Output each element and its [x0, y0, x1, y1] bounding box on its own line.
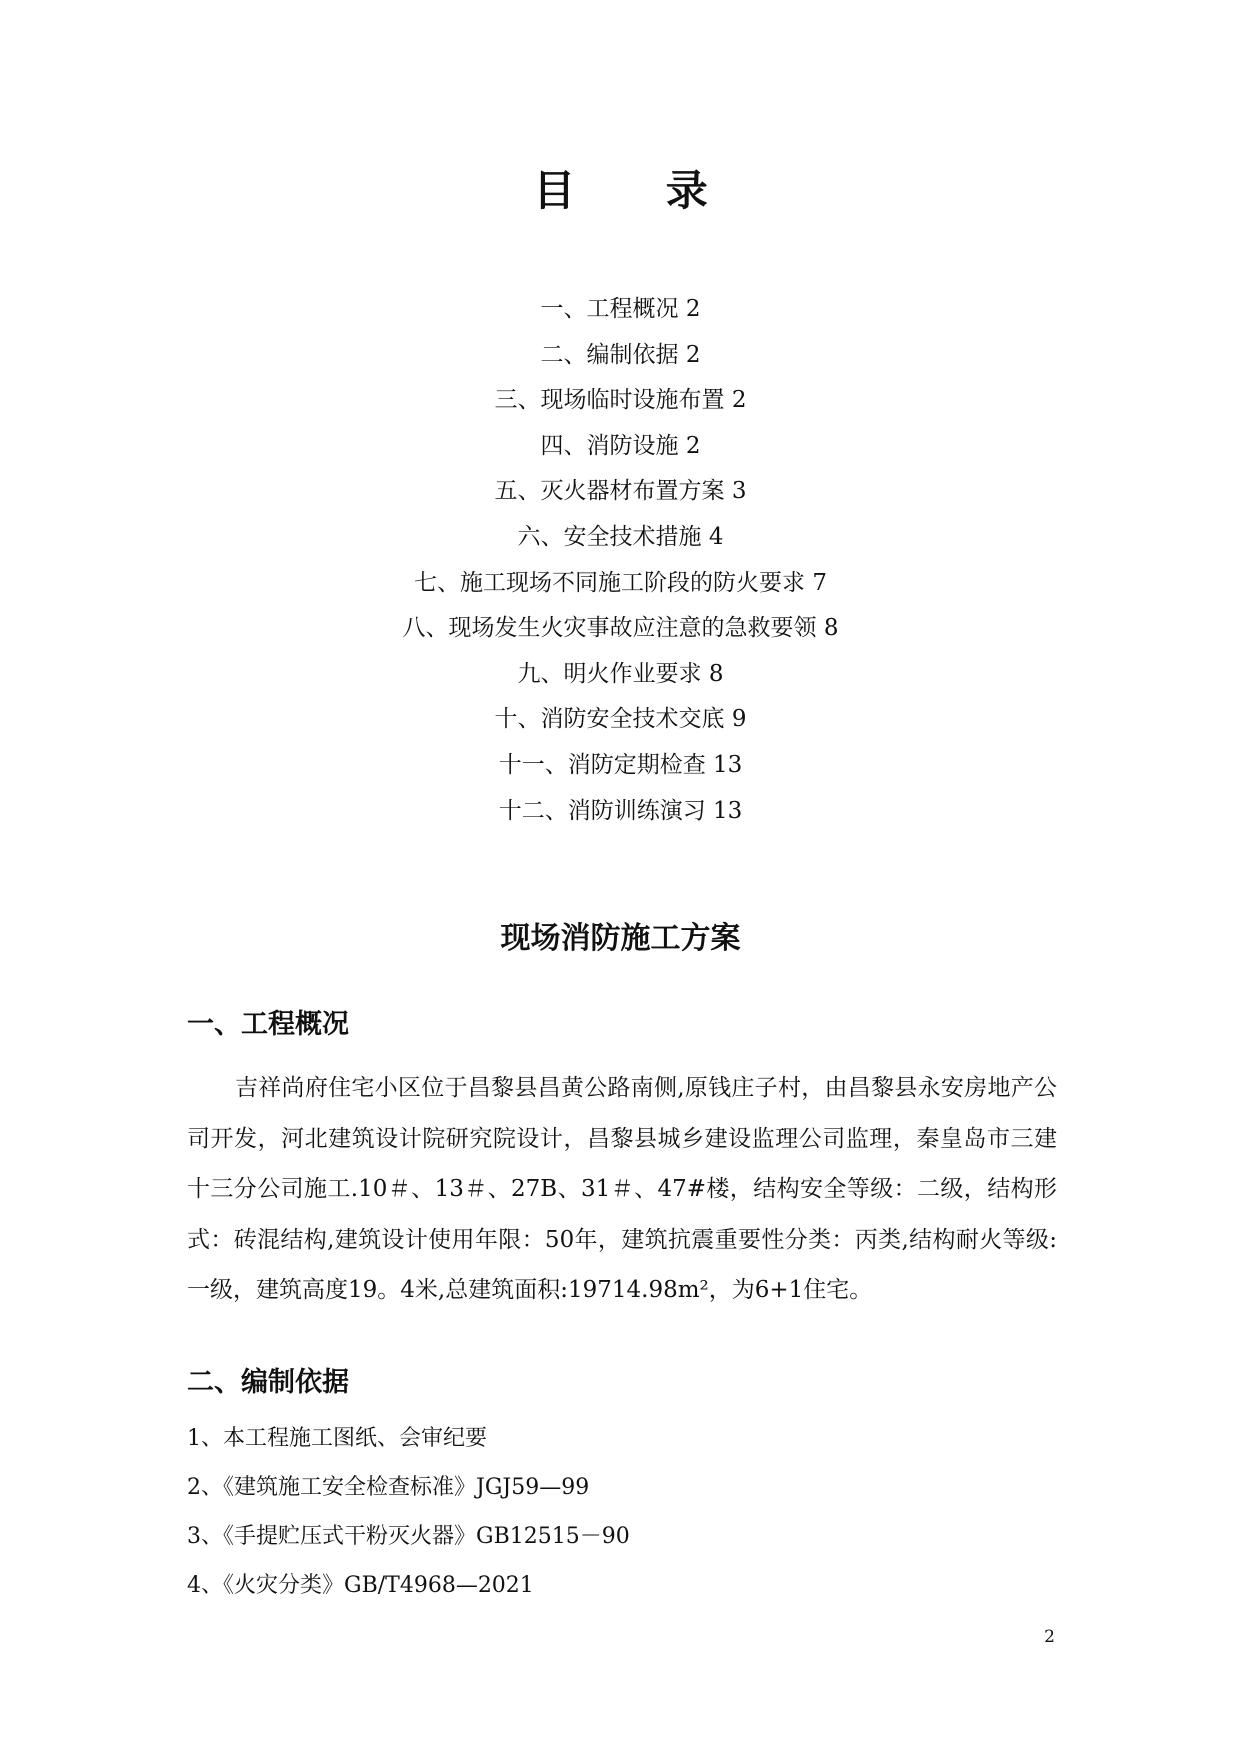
- toc-title: 目 录: [533, 166, 746, 215]
- toc-item[interactable]: 十二、消防训练演习 13: [498, 797, 743, 824]
- toc-item[interactable]: 二、编制依据 2: [540, 341, 701, 368]
- overview-paragraph: 吉祥尚府住宅小区位于昌黎县昌黄公路南侧,原钱庄子村，由昌黎县永安房地产公司开发，河北建筑设计院研究院设计，昌黎县城乡建设监理公司监理，秦皇岛市三建十三分公司施工.10＃、13＃、27B、31＃、47#楼，结构安全等级：二级，结构形式：砖混结构,建筑设计使用年限：50年，建筑抗震重要性分类：丙类,结构耐火等级:一级，建筑高度19。4米,总建筑面积:19714.98m²，为6+1住宅。: [187, 1075, 1057, 1303]
- section-heading-overview: 一、工程概况: [187, 1009, 349, 1040]
- table-of-contents: [0, 287, 1241, 834]
- toc-item[interactable]: 六、安全技术措施 4: [517, 523, 724, 550]
- list-item: 2、《建筑施工安全检查标准》JGJ59—99: [187, 1475, 590, 1500]
- basis-list: [187, 1414, 630, 1610]
- toc-item[interactable]: 九、明火作业要求 8: [517, 660, 724, 687]
- toc-item[interactable]: 十一、消防定期检查 13: [498, 751, 743, 778]
- toc-item[interactable]: 七、施工现场不同施工阶段的防火要求 7: [414, 569, 827, 596]
- list-item: 1、本工程施工图纸、会审纪要: [187, 1426, 487, 1451]
- toc-item[interactable]: 八、现场发生火灾事故应注意的急救要领 8: [402, 615, 839, 642]
- toc-item[interactable]: 十、消防安全技术交底 9: [494, 706, 747, 733]
- toc-item[interactable]: 三、现场临时设施布置 2: [494, 387, 747, 414]
- toc-item[interactable]: 四、消防设施 2: [540, 432, 701, 459]
- list-item: 4、《火灾分类》GB/T4968—2021: [187, 1573, 534, 1598]
- page-number: 2: [1044, 1627, 1055, 1647]
- section-heading-basis: 二、编制依据: [187, 1367, 349, 1398]
- document-title: 现场消防施工方案: [500, 921, 741, 956]
- toc-item[interactable]: 一、工程概况 2: [540, 296, 701, 322]
- list-item: 3、《手提贮压式干粉灭火器》GB12515－90: [187, 1524, 630, 1549]
- toc-item[interactable]: 五、灭火器材布置方案 3: [494, 478, 747, 505]
